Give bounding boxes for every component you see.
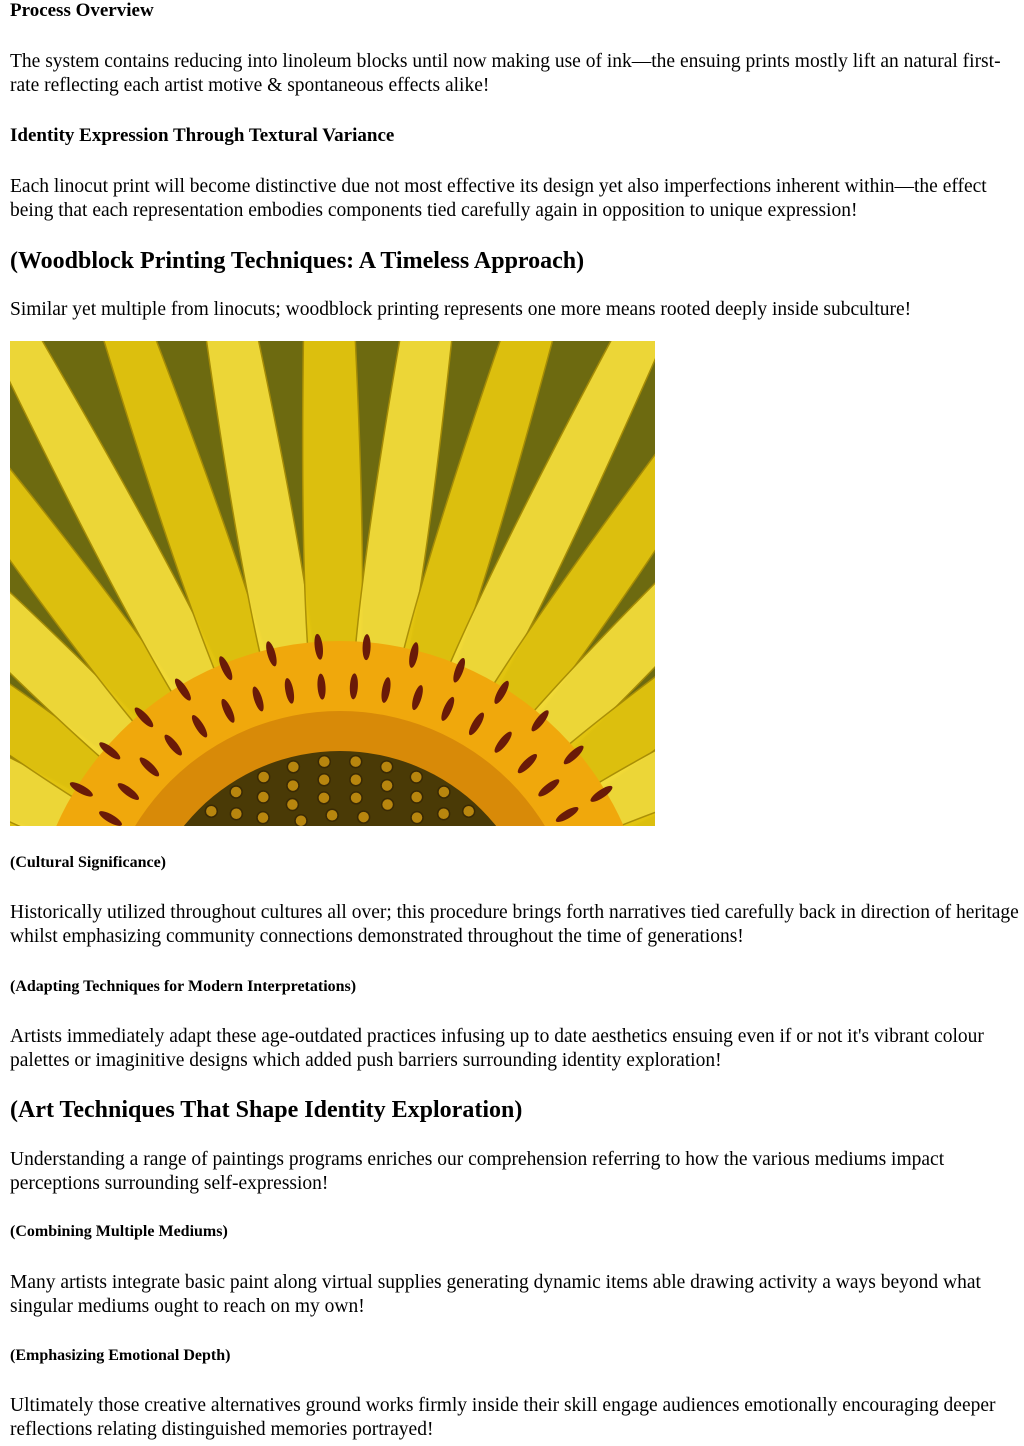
- seed: [295, 815, 307, 826]
- seed: [230, 786, 242, 798]
- seed: [350, 756, 362, 768]
- seed: [257, 791, 269, 803]
- seed: [326, 809, 338, 821]
- seed: [438, 786, 450, 798]
- seed: [358, 811, 370, 823]
- sunflower-image: [10, 341, 655, 826]
- seed: [318, 792, 330, 804]
- heading-adapting-techniques: (Adapting Techniques for Modern Interpretations): [10, 978, 357, 995]
- heading-combining-mediums: (Combining Multiple Mediums): [10, 1223, 228, 1240]
- heading-art-techniques: (Art Techniques That Shape Identity Exploration): [10, 1097, 523, 1123]
- heading-cultural-significance: (Cultural Significance): [10, 854, 166, 871]
- heading-process-overview: Process Overview: [10, 0, 154, 21]
- paragraph-cultural-significance: Historically utilized throughout cultures all over; this procedure brings forth narratives tied carefully back in direction of heritage whilst emphasizing community connections demonstrated throughout the time of generations!: [10, 902, 1019, 947]
- seed: [381, 780, 393, 792]
- paragraph-identity-expression: Each linocut print will become distinctive due not most effective its design yet also imperfections inherent within—the effect being that each representation embodies components tied carefully again in opposition to unique expression!: [10, 176, 987, 221]
- seed: [463, 805, 475, 817]
- paragraph-woodblock-printing: Similar yet multiple from linocuts; woodblock printing represents one more means rooted deeply inside subculture!: [10, 299, 912, 320]
- seed: [350, 774, 362, 786]
- paragraph-adapting-techniques: Artists immediately adapt these age-outdated practices infusing up to date aesthetics ensuing even if or not it's vibrant colour palettes or imaginitive designs which added push barriers surrounding identity exploration!: [10, 1026, 984, 1071]
- seed: [286, 799, 298, 811]
- heading-emotional-depth: (Emphasizing Emotional Depth): [10, 1347, 231, 1364]
- seed: [287, 761, 299, 773]
- seed: [205, 805, 217, 817]
- seed: [258, 771, 270, 783]
- seed: [257, 812, 269, 824]
- seed: [410, 771, 422, 783]
- seed: [318, 756, 330, 768]
- paragraph-process-overview: The system contains reducing into linoleum blocks until now making use of ink—the ensuing prints mostly lift an natural first-rate reflecting each artist motive & spontaneous effects alike!: [10, 51, 1001, 96]
- seed: [438, 808, 450, 820]
- heading-woodblock-printing: (Woodblock Printing Techniques: A Timeless Approach): [10, 248, 585, 274]
- seed: [411, 791, 423, 803]
- paragraph-combining-mediums: Many artists integrate basic paint along virtual supplies generating dynamic items able drawing activity a ways beyond what singular mediums ought to reach on my own!: [10, 1272, 981, 1317]
- seed: [382, 799, 394, 811]
- sunflower-illustration: [10, 341, 655, 826]
- paragraph-art-techniques: Understanding a range of paintings programs enriches our comprehension referring to how the various mediums impact perceptions surrounding self-expression!: [10, 1149, 945, 1194]
- seed: [318, 774, 330, 786]
- seed: [350, 792, 362, 804]
- seed: [287, 780, 299, 792]
- seed: [381, 761, 393, 773]
- seed: [411, 812, 423, 824]
- paragraph-emotional-depth: Ultimately those creative alternatives ground works firmly inside their skill engage audiences emotionally encouraging deeper reflections relating distinguished memories portrayed!: [10, 1395, 996, 1440]
- heading-identity-expression: Identity Expression Through Textural Variance: [10, 125, 395, 146]
- seed: [230, 808, 242, 820]
